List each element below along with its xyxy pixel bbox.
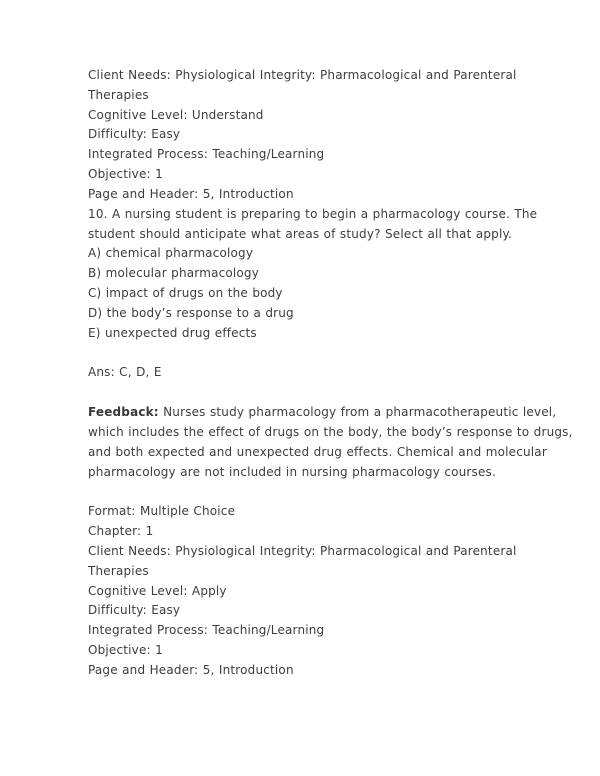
doc-line: and both expected and unexpected drug effects. Chemical and molecular (88, 444, 547, 459)
feedback-label: Feedback: (88, 405, 159, 420)
doc-line: which includes the effect of drugs on the body, the body’s response to drugs, (88, 424, 573, 439)
doc-line: Difficulty: Easy (88, 603, 181, 618)
doc-line-text: Nurses study pharmacology from a pharmacotherapeutic level, (158, 405, 557, 420)
doc-line: pharmacology are not included in nursing pharmacology courses. (88, 464, 496, 479)
doc-line: Objective: 1 (88, 167, 163, 182)
doc-line: A) chemical pharmacology (88, 246, 254, 261)
doc-line: student should anticipate what areas of study? Select all that apply. (88, 226, 513, 241)
doc-line: D) the body’s response to a drug (88, 305, 294, 320)
doc-line: 10. A nursing student is preparing to begin a pharmacology course. The (88, 206, 538, 221)
doc-line: Page and Header: 5, Introduction (88, 186, 294, 201)
doc-line (88, 403, 558, 423)
blank-line (88, 344, 558, 364)
doc-line: Chapter: 1 (88, 524, 154, 539)
doc-line: Integrated Process: Teaching/Learning (88, 623, 325, 638)
doc-line: Integrated Process: Teaching/Learning (88, 147, 325, 162)
doc-line: C) impact of drugs on the body (88, 286, 283, 301)
doc-line: Format: Multiple Choice (88, 504, 236, 519)
doc-line: B) molecular pharmacology (88, 266, 260, 281)
doc-line: E) unexpected drug effects (88, 325, 257, 340)
document-text-block (88, 66, 573, 681)
doc-line: Difficulty: Easy (88, 127, 181, 142)
blank-line (88, 482, 558, 502)
doc-line: Cognitive Level: Understand (88, 107, 264, 122)
doc-line: Objective: 1 (88, 643, 163, 658)
doc-line: Client Needs: Physiological Integrity: Pharmacological and Parenteral (88, 543, 517, 558)
doc-line: Therapies (88, 563, 149, 578)
blank-line (88, 383, 558, 403)
doc-line: Cognitive Level: Apply (88, 583, 227, 598)
doc-line: Page and Header: 5, Introduction (88, 662, 294, 677)
doc-line: Client Needs: Physiological Integrity: Pharmacological and Parenteral (88, 68, 517, 82)
doc-line: Therapies (88, 87, 149, 102)
doc-line: Ans: C, D, E (88, 365, 162, 380)
